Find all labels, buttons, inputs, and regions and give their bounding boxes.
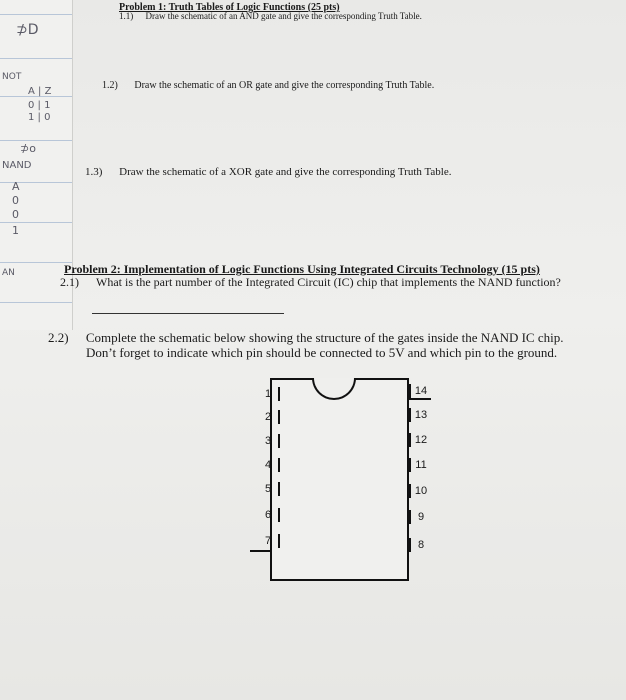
q13-question: Draw the schematic of a XOR gate and give the corresponding Truth Table. bbox=[119, 166, 452, 178]
note-0a: 0 bbox=[12, 194, 19, 207]
pin-8: 8 bbox=[409, 538, 431, 552]
answer-blank-line[interactable] bbox=[92, 313, 284, 314]
pin-14-lead bbox=[409, 398, 431, 400]
note-not: NOT bbox=[2, 72, 22, 82]
q13-text bbox=[85, 166, 451, 178]
pin-5: 5 bbox=[258, 482, 280, 496]
pin-1: 1 bbox=[258, 387, 280, 401]
pin-11: 11 bbox=[409, 458, 431, 472]
note-table-row1: 0 | 1 bbox=[28, 100, 51, 111]
q11-number: 1.1) bbox=[119, 11, 134, 21]
q11-text bbox=[119, 11, 422, 21]
pin-10: 10 bbox=[409, 484, 431, 498]
pin-12: 12 bbox=[409, 433, 431, 447]
chip-notch bbox=[312, 378, 356, 400]
q22-question-line1: Complete the schematic below showing the structure of the gates inside the NAND IC chip. bbox=[85, 330, 564, 345]
pin-7: 7 bbox=[258, 534, 280, 548]
pin-13: 13 bbox=[409, 408, 431, 422]
pin-14: 14 bbox=[409, 384, 431, 398]
nand-sketch: ⊅o bbox=[20, 142, 36, 155]
pin-6: 6 bbox=[258, 508, 280, 522]
q12-question: Draw the schematic of an OR gate and give the corresponding Truth Table. bbox=[134, 80, 435, 91]
note-0b: 0 bbox=[12, 208, 19, 221]
q13-number: 1.3) bbox=[85, 166, 103, 178]
note-a: A bbox=[12, 180, 20, 193]
q22-question-line2: Don’t forget to indicate which pin should be connected to 5V and which pin to the ground. bbox=[86, 345, 558, 360]
q22-number: 2.2) bbox=[48, 330, 69, 345]
problem1-title: Problem 1: Truth Tables of Logic Functions (25 pts) bbox=[119, 2, 340, 13]
note-table-row2: 1 | 0 bbox=[28, 112, 51, 123]
problem2-title: Problem 2: Implementation of Logic Functions Using Integrated Circuits Technology (15 pts) bbox=[64, 262, 540, 276]
q21-text bbox=[60, 275, 561, 290]
pin-4: 4 bbox=[258, 458, 280, 472]
q11-question: Draw the schematic of an AND gate and give the corresponding Truth Table. bbox=[145, 11, 422, 21]
pin-7-lead bbox=[250, 550, 272, 552]
nand-ic-chip-body bbox=[270, 378, 409, 581]
pin-9: 9 bbox=[409, 510, 431, 524]
pin-3: 3 bbox=[258, 434, 280, 448]
q12-text bbox=[102, 80, 434, 91]
note-an: AN bbox=[2, 268, 15, 278]
q22-text bbox=[48, 330, 563, 346]
note-1: 1 bbox=[12, 224, 19, 237]
note-table-header: A | Z bbox=[28, 86, 52, 97]
q21-number: 2.1) bbox=[60, 275, 79, 289]
q12-number: 1.2) bbox=[102, 80, 118, 91]
pin-2: 2 bbox=[258, 410, 280, 424]
q21-question: What is the part number of the Integrated Circuit (IC) chip that implements the NAND function? bbox=[96, 275, 561, 289]
gate-sketch: ⊅D bbox=[16, 22, 39, 38]
note-nand: NAND bbox=[2, 160, 32, 171]
